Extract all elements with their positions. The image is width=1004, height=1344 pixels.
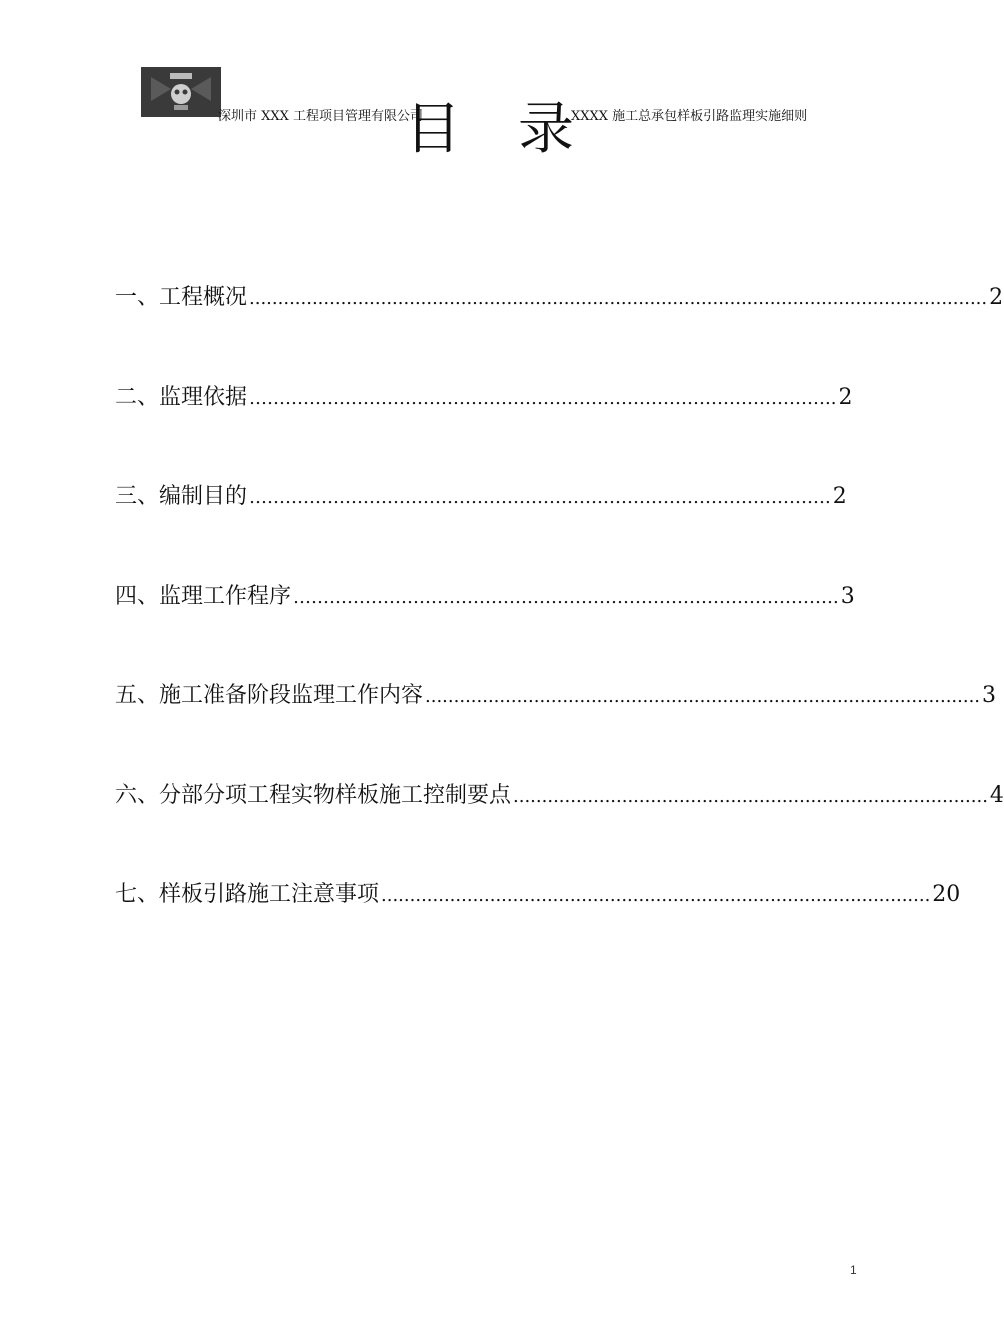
toc-entry[interactable]	[115, 681, 997, 711]
header-document-title: XXXX 施工总承包样板引路监理实施细则	[571, 109, 808, 124]
toc-entry-label: 六、分部分项工程实物样板施工控制要点	[115, 783, 512, 808]
toc-entry[interactable]	[115, 582, 855, 612]
toc-entry[interactable]	[115, 482, 847, 512]
toc-entry-page: 20	[932, 882, 961, 907]
toc-entry-leader: …………………………………………………………………………………….	[249, 487, 831, 508]
toc-entry-label: 五、施工准备阶段监理工作内容	[115, 683, 424, 708]
toc-entry-label: 三、编制目的	[115, 484, 248, 509]
toc-entry-label: 一、工程概况	[115, 285, 248, 310]
toc-entry-page: 3	[840, 584, 855, 609]
toc-entry-label: 二、监理依据	[115, 385, 248, 410]
header-company-name: 深圳市 XXX 工程项目管理有限公司	[218, 109, 424, 124]
toc-title-char-1: 目	[405, 97, 461, 162]
toc-entry-leader: ……………………………………………………………………………….	[293, 587, 839, 608]
company-logo	[141, 67, 221, 117]
page-number: 1	[850, 1263, 857, 1277]
toc-entry-leader: .................................................................................................................................	[249, 288, 988, 309]
toc-entry-label: 四、监理工作程序	[115, 584, 292, 609]
toc-entry[interactable]	[115, 880, 961, 910]
toc-entry[interactable]	[115, 283, 1004, 313]
toc-entry-page: 2	[838, 385, 853, 410]
toc-entry-page: 3	[982, 683, 997, 708]
toc-entry-page: 4	[989, 783, 1004, 808]
toc-entry[interactable]	[115, 383, 853, 413]
toc-entry-leader: ...................................................................................	[513, 786, 988, 807]
toc-entry-page: 2	[832, 484, 847, 509]
toc-entry-label: 七、样板引路施工注意事项	[115, 882, 380, 907]
toc-entry-page: 2	[989, 285, 1004, 310]
toc-entry-leader: ……………………………………………………………………………………..	[249, 388, 837, 409]
toc-title-char-2: 录	[518, 97, 574, 162]
toc-entry-leader: ................................................................................................	[381, 885, 931, 906]
toc-entry[interactable]	[115, 781, 1004, 811]
toc-entry-leader: .................................................................................................	[425, 686, 981, 707]
